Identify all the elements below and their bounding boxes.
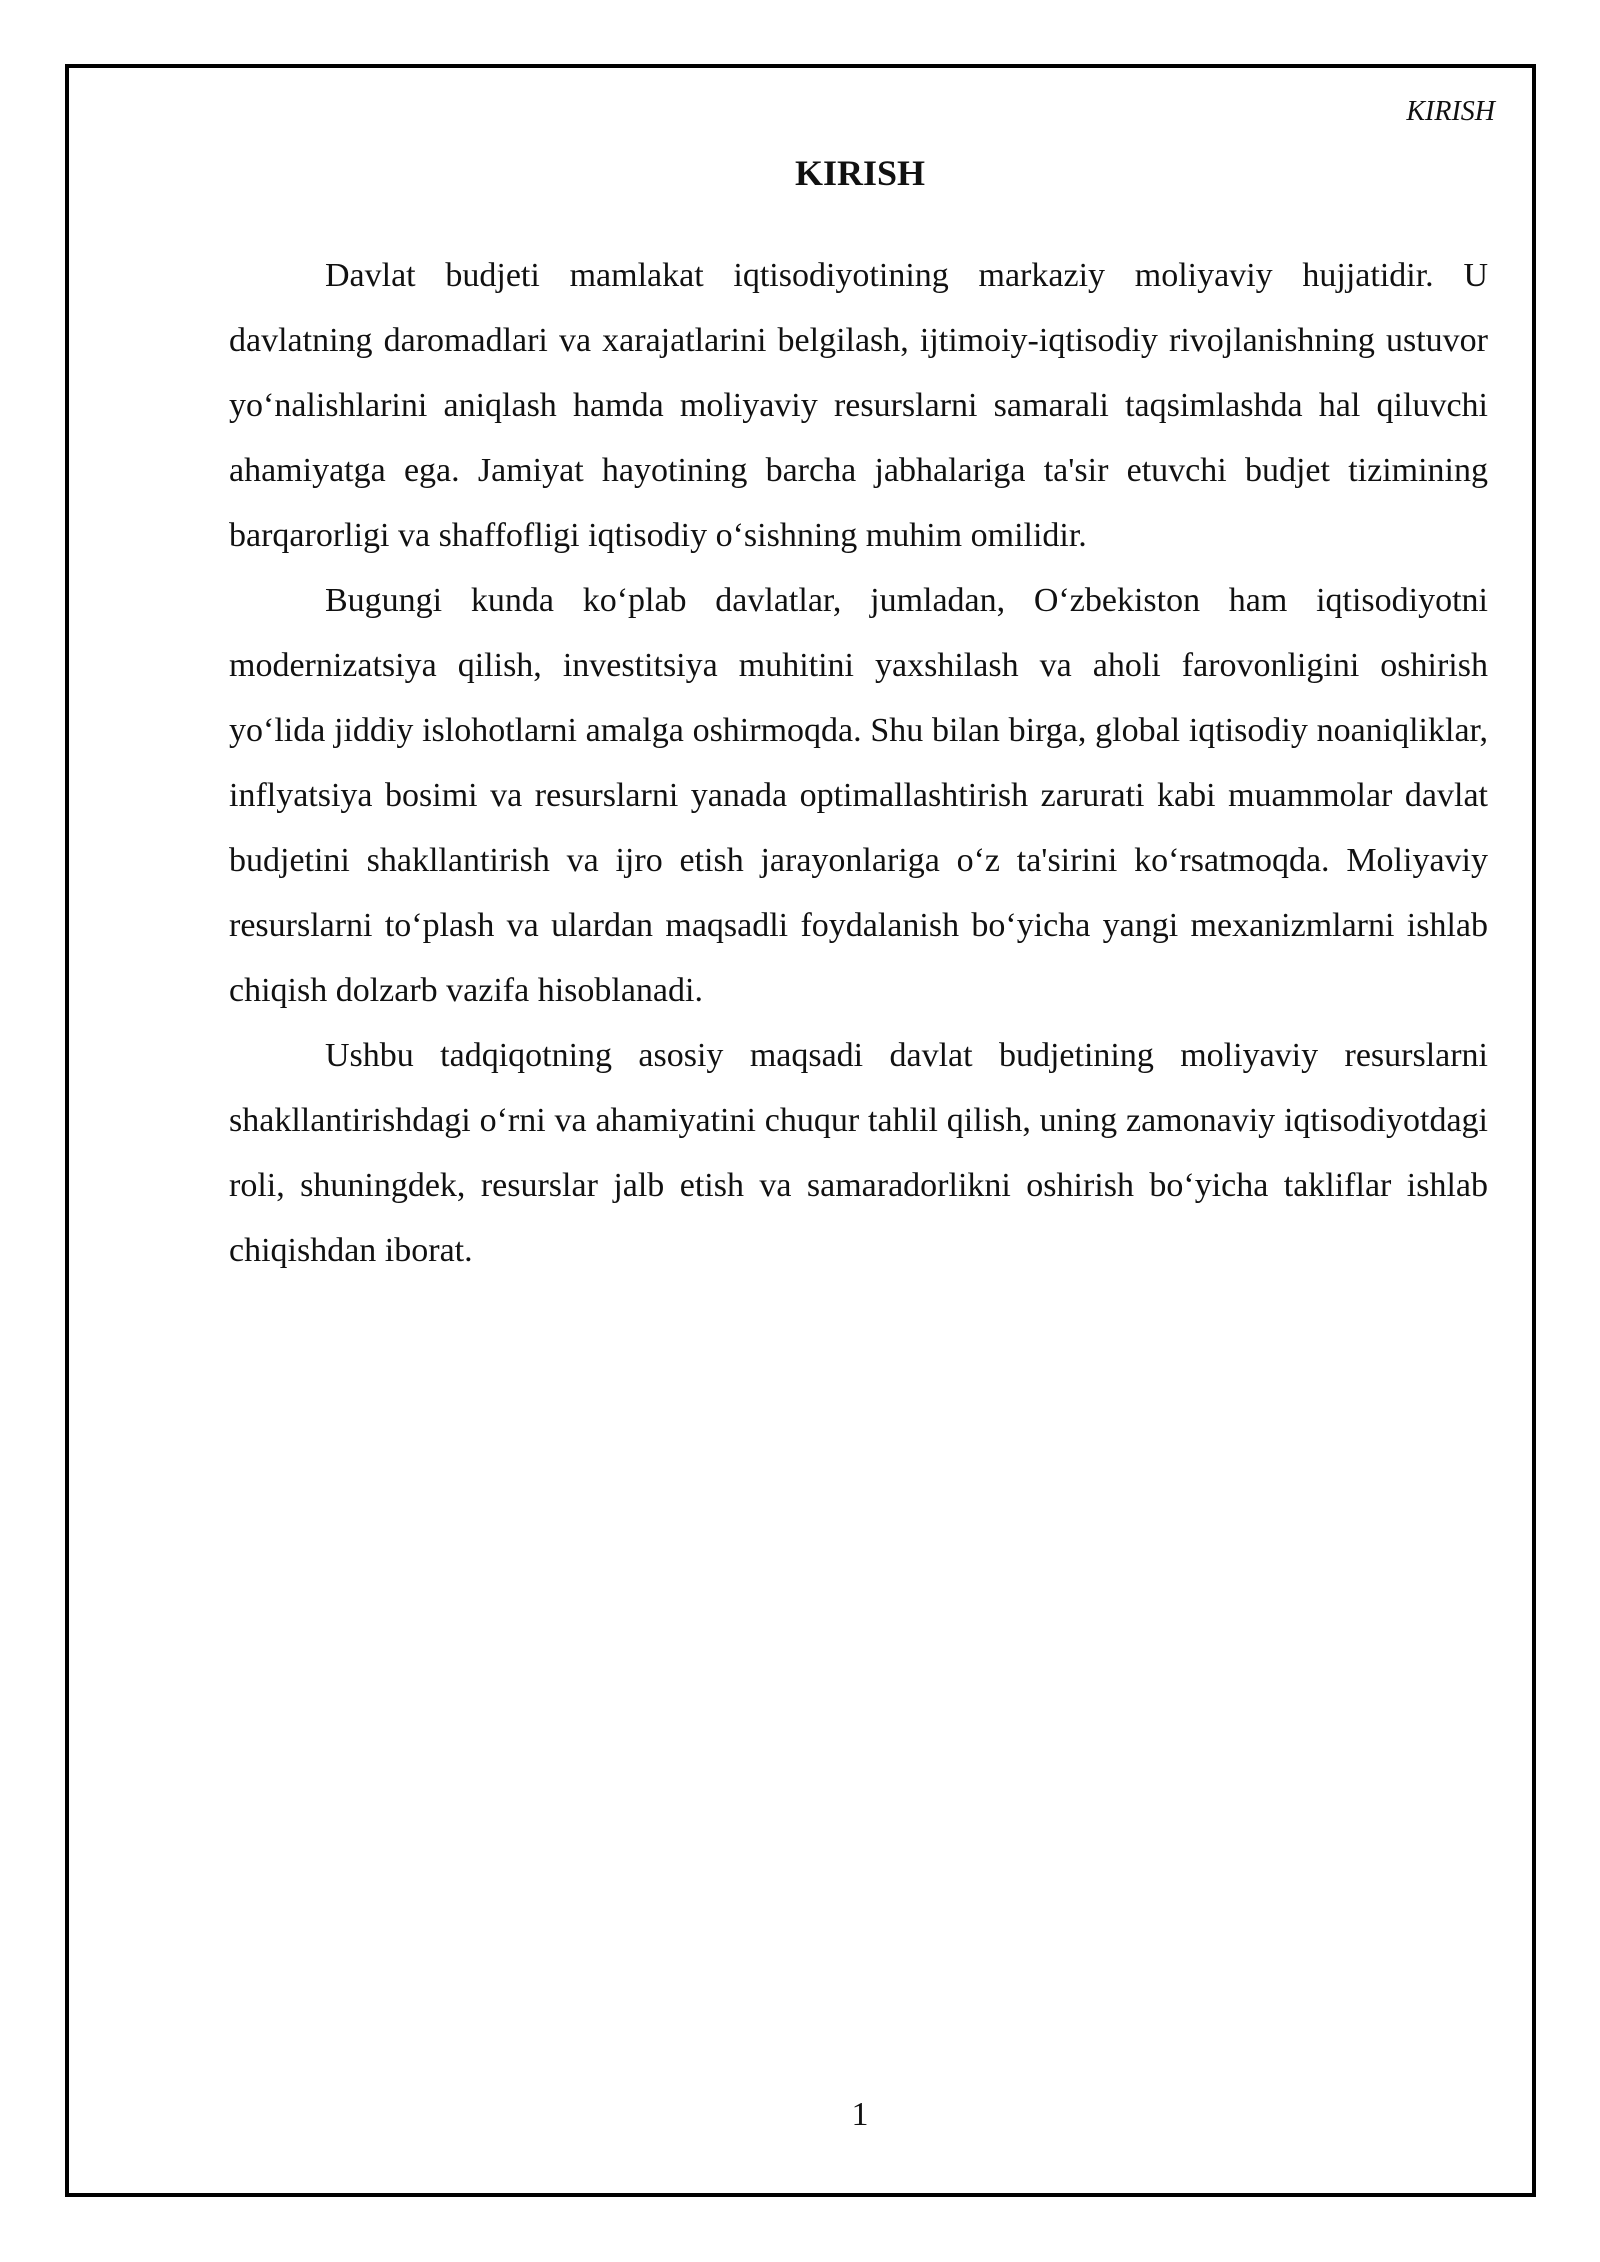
paragraph-context: Bugungi kunda ko‘plab davlatlar, jumladan, O‘zbekiston ham iqtisodiyotni modernizatsiya qilish, investitsiya muhitini yaxshilash va aholi farovonligini oshirish yo‘lida jiddiy islohotlarni amalga oshirmoqda. Shu bilan birga, global iqtisodiy noaniqliklar, inflyatsiya bosimi va resurslarni yanada optimallashtirish zarurati kabi muammolar davlat budjetini shakllantirish va ijro etish jarayonlariga o‘z ta'sirini ko‘rsatmoqda. Moliyaviy resurslarni to‘plash va ulardan maqsadli foydalanish bo‘yicha yangi mexanizmlarni ishlab chiqish dolzarb vazifa hisoblanadi. bbox=[229, 582, 1488, 1009]
page-title: KIRISH bbox=[794, 153, 926, 193]
running-header: KIRISH bbox=[1406, 96, 1495, 127]
paragraph-goal: Ushbu tadqiqotning asosiy maqsadi davlat budjetining moliyaviy resurslarni shakllantirishdagi o‘rni va ahamiyatini chuqur tahlil qilish, uning zamonaviy iqtisodiyotdagi roli, shuningdek, resurslar jalb etish va samaradorlikni oshirish bo‘yicha takliflar ishlab chiqishdan iborat. bbox=[229, 1037, 1488, 1269]
paragraph-intro: Davlat budjeti mamlakat iqtisodiyotining markaziy moliyaviy hujjatidir. U davlatning daromadlari va xarajatlarini belgilash, ijtimoiy-iqtisodiy rivojlanishning ustuvor yo‘nalishlarini aniqlash hamda moliyaviy resurslarni samarali taqsimlashda hal qiluvchi ahamiyatga ega. Jamiyat hayotining barcha jabhalariga ta'sir etuvchi budjet tizimining barqarorligi va shaffofligi iqtisodiy o‘sishning muhim omilidir. bbox=[229, 257, 1488, 554]
page-number: 1 bbox=[851, 2096, 869, 2133]
body-text bbox=[229, 243, 1488, 1283]
